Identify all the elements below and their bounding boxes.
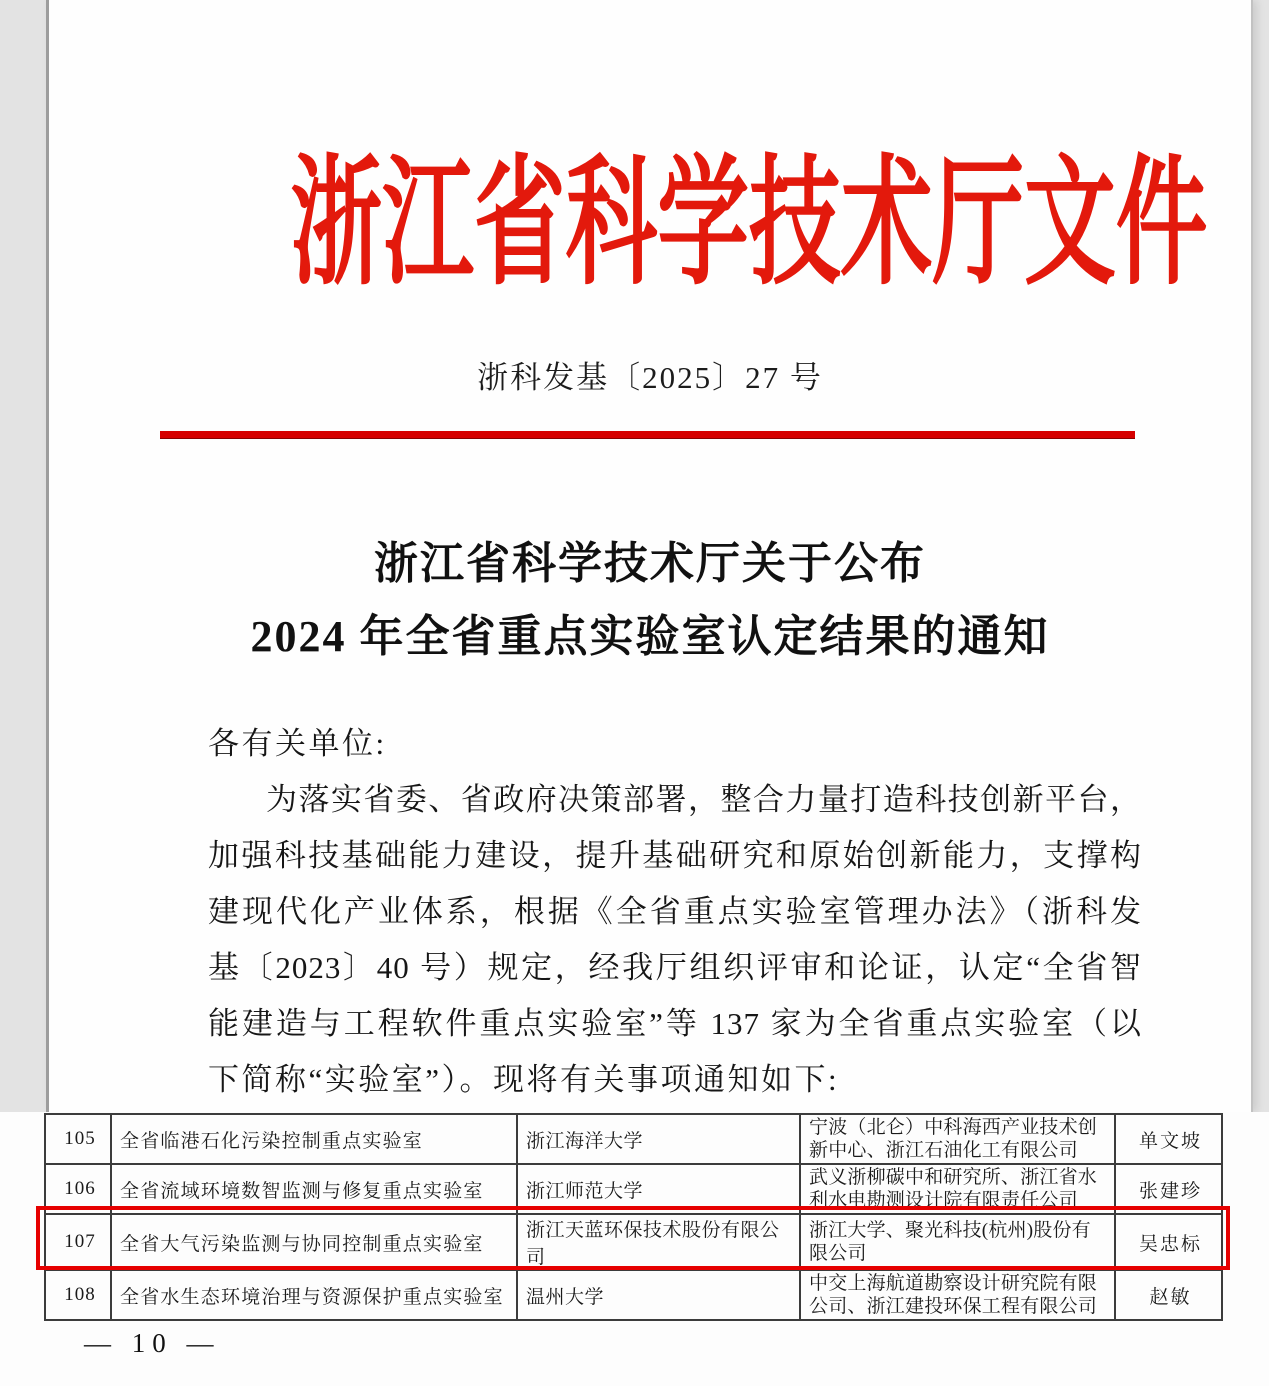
letterhead-title xyxy=(49,147,1251,302)
cell-partners: 中交上海航道勘察设计研究院有限公司、浙江建投环保工程有限公司 xyxy=(800,1270,1115,1320)
salutation: 各有关单位: xyxy=(208,726,387,761)
cell-institution: 浙江天蓝环保技术股份有限公司 xyxy=(517,1214,800,1270)
body-text xyxy=(208,716,1142,1108)
cell-partners: 武义浙柳碳中和研究所、浙江省水利水电勘测设计院有限责任公司 xyxy=(800,1164,1115,1214)
cell-number: 107 xyxy=(45,1214,111,1270)
body-line: 下简称“实验室”）。现将有关事项通知如下: xyxy=(208,1062,840,1097)
cell-partners: 宁波（北仑）中科海西产业技术创新中心、浙江石油化工有限公司 xyxy=(800,1114,1115,1164)
cell-lab-name: 全省大气污染监测与协同控制重点实验室 xyxy=(111,1214,517,1270)
cell-number: 106 xyxy=(45,1164,111,1214)
cell-institution: 浙江师范大学 xyxy=(517,1164,800,1214)
notice-title-line1: 浙江省科学技术厅关于公布 xyxy=(374,539,926,588)
table-row xyxy=(45,1270,1222,1320)
body-line: 基〔2023〕40 号）规定，经我厅组织评审和论证，认定“全省智 xyxy=(208,950,1142,985)
table-section xyxy=(0,1112,1269,1386)
body-line: 加强科技基础能力建设，提升基础研究和原始创新能力，支撑构 xyxy=(208,838,1142,873)
cell-partners: 浙江大学、聚光科技(杭州)股份有限公司 xyxy=(800,1214,1115,1270)
cell-institution: 温州大学 xyxy=(517,1270,800,1320)
body-line: 为落实省委、省政府决策部署，整合力量打造科技创新平台， xyxy=(266,782,1142,817)
document-page xyxy=(46,0,1253,1112)
red-divider-line xyxy=(160,431,1135,439)
body-line: 能建造与工程软件重点实验室”等 137 家为全省重点实验室（以 xyxy=(208,1006,1142,1041)
page-number: — 10 — xyxy=(84,1328,221,1358)
document-number: 浙科发基〔2025〕27 号 xyxy=(477,360,823,395)
cell-number: 108 xyxy=(45,1270,111,1320)
highlighted-row-box xyxy=(36,1206,1230,1270)
cell-institution: 浙江海洋大学 xyxy=(517,1114,800,1164)
table-row xyxy=(45,1114,1222,1164)
cell-director: 张建珍 xyxy=(1115,1164,1222,1214)
cell-director: 单文坡 xyxy=(1115,1114,1222,1164)
body-line: 建现代化产业体系，根据《全省重点实验室管理办法》（浙科发 xyxy=(208,894,1142,929)
cell-lab-name: 全省临港石化污染控制重点实验室 xyxy=(111,1114,517,1164)
cell-lab-name: 全省水生态环境治理与资源保护重点实验室 xyxy=(111,1270,517,1320)
cell-lab-name: 全省流域环境数智监测与修复重点实验室 xyxy=(111,1164,517,1214)
letterhead-title-text: 浙江省科学技术厅文件 xyxy=(290,147,1208,302)
cell-director: 赵敏 xyxy=(1115,1270,1222,1320)
cell-number: 105 xyxy=(45,1114,111,1164)
notice-title-line2: 2024 年全省重点实验室认定结果的通知 xyxy=(250,612,1050,661)
cell-director: 吴忠标 xyxy=(1115,1214,1222,1270)
